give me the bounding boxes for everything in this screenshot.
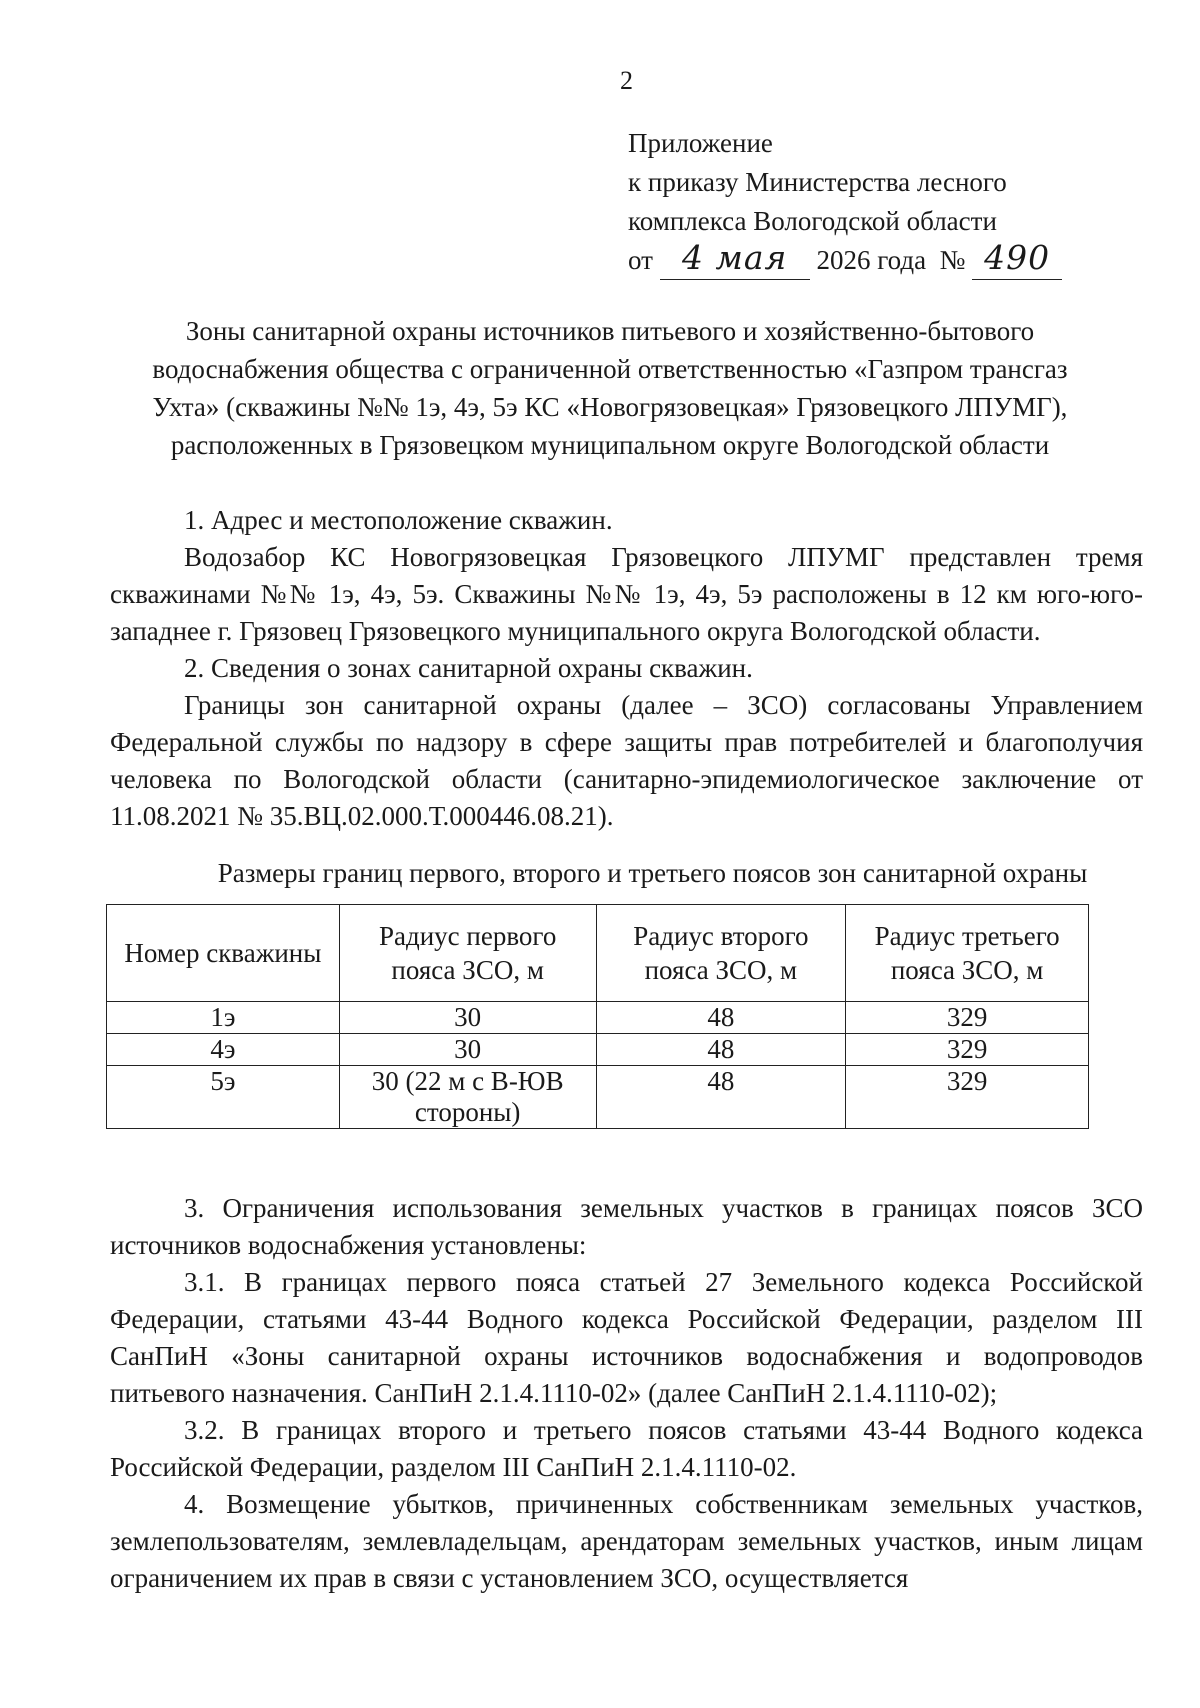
header-radius-third	[846, 905, 1089, 1002]
section4: 4. Возмещение убытков, причиненных собственникам земельных участков, землепользователям, землевладельцам, арендаторам земельных участков, иным лицам ограничением их прав в связи с установлением ЗСО, осуществляется	[110, 1489, 1143, 1593]
radius-second-cell: 48	[596, 1034, 846, 1066]
radius-third-cell: 329	[846, 1066, 1089, 1129]
date-field	[660, 238, 810, 280]
table-caption: Размеры границ первого, второго и третьего поясов зон санитарной охраны	[217, 858, 1088, 888]
handwritten-number: 490	[984, 238, 1051, 277]
radius-first-cell	[339, 1066, 596, 1129]
header-radius-first-line1: Радиус первого	[379, 921, 557, 951]
date-prefix: от	[628, 245, 653, 275]
radius-first-cell: 30	[339, 1002, 596, 1034]
section1-text: Водозабор КС Новогрязовецкая Грязовецкого ЛПУМГ представлен тремя скважинами №№ 1э, 4э, 5э. Скважины №№ 1э, 4э, 5э расположены в 12 км юго-юго-западнее г. Грязовец Грязовецкого муниципального округа Вологодской области.	[110, 542, 1143, 646]
header-radius-first	[339, 905, 596, 1002]
section2-text: Границы зон санитарной охраны (далее – ЗСО) согласованы Управлением Федеральной службы по надзору в сфере защиты прав потребителей и благополучия человека по Вологодской области (санитарно-эпидемиологическое заключение от 11.08.2021 № 35.ВЦ.02.000.Т.000446.08.21).	[110, 690, 1143, 831]
radius-third-cell: 329	[846, 1034, 1089, 1066]
header-radius-second-line2: пояса ЗСО, м	[644, 955, 798, 985]
table-header-row	[107, 905, 1089, 1002]
radius-first-cell: 30	[339, 1034, 596, 1066]
radius-first-line1: 30 (22 м с В-ЮВ	[371, 1066, 564, 1096]
sections-3-4	[110, 1190, 1143, 1597]
title-line-1: Зоны санитарной охраны источников питьевого и хозяйственно-бытового	[185, 316, 1035, 346]
appendix-block	[628, 124, 1062, 280]
header-radius-second	[596, 905, 846, 1002]
header-radius-first-line2: пояса ЗСО, м	[391, 955, 544, 985]
header-radius-third-line2: пояса ЗСО, м	[890, 955, 1044, 985]
number-field	[972, 238, 1062, 280]
section1-heading: 1. Адрес и местоположение скважин.	[184, 505, 613, 535]
page-number: 2	[620, 66, 633, 95]
document-title	[110, 312, 1110, 464]
radius-second-cell: 48	[596, 1002, 846, 1034]
header-radius-second-line1: Радиус второго	[633, 921, 809, 951]
table-row	[107, 1066, 1089, 1129]
title-line-4: расположенных в Грязовецком муниципальном округе Вологодской области	[170, 430, 1050, 460]
section3-intro: 3. Ограничения использования земельных участков в границах поясов ЗСО источников водоснабжения установлены:	[110, 1193, 1143, 1260]
year-text: 2026 года	[816, 245, 927, 275]
well-cell: 1э	[107, 1002, 340, 1034]
table-row	[107, 1034, 1089, 1066]
sections-1-2	[110, 502, 1143, 835]
well-cell: 5э	[107, 1066, 340, 1129]
section2-heading: 2. Сведения о зонах санитарной охраны скважин.	[184, 653, 753, 683]
radius-third-cell: 329	[846, 1002, 1089, 1034]
title-line-2: водоснабжения общества с ограниченной ответственностью «Газпром трансгаз	[152, 354, 1068, 384]
handwritten-date: 4 мая	[682, 238, 788, 277]
zso-table	[106, 904, 1089, 1129]
header-radius-third-line1: Радиус третьего	[874, 921, 1060, 951]
appendix-date-line	[628, 238, 1062, 280]
header-well-number: Номер скважины	[107, 905, 340, 1002]
well-cell: 4э	[107, 1034, 340, 1066]
radius-first-line2: стороны)	[414, 1097, 521, 1127]
radius-second-cell: 48	[596, 1066, 846, 1129]
table-row	[107, 1002, 1089, 1034]
appendix-line-3: комплекса Вологодской области	[628, 206, 997, 236]
section3-2: 3.2. В границах второго и третьего поясов статьями 43-44 Водного кодекса Российской Федерации, разделом III СанПиН 2.1.4.1110-02.	[110, 1415, 1143, 1482]
number-sign: №	[939, 245, 966, 275]
section3-1: 3.1. В границах первого пояса статьей 27 Земельного кодекса Российской Федерации, статьями 43-44 Водного кодекса Российской Федерации, разделом III СанПиН «Зоны санитарной охраны источников водоснабжения и водопроводов питьевого назначения. СанПиН 2.1.4.1110-02» (далее СанПиН 2.1.4.1110-02);	[110, 1267, 1143, 1408]
appendix-title: Приложение	[628, 128, 773, 158]
appendix-line-2: к приказу Министерства лесного	[628, 167, 1007, 197]
title-line-3: Ухта» (скважины №№ 1э, 4э, 5э КС «Новогрязовецкая» Грязовецкого ЛПУМГ),	[152, 392, 1068, 422]
